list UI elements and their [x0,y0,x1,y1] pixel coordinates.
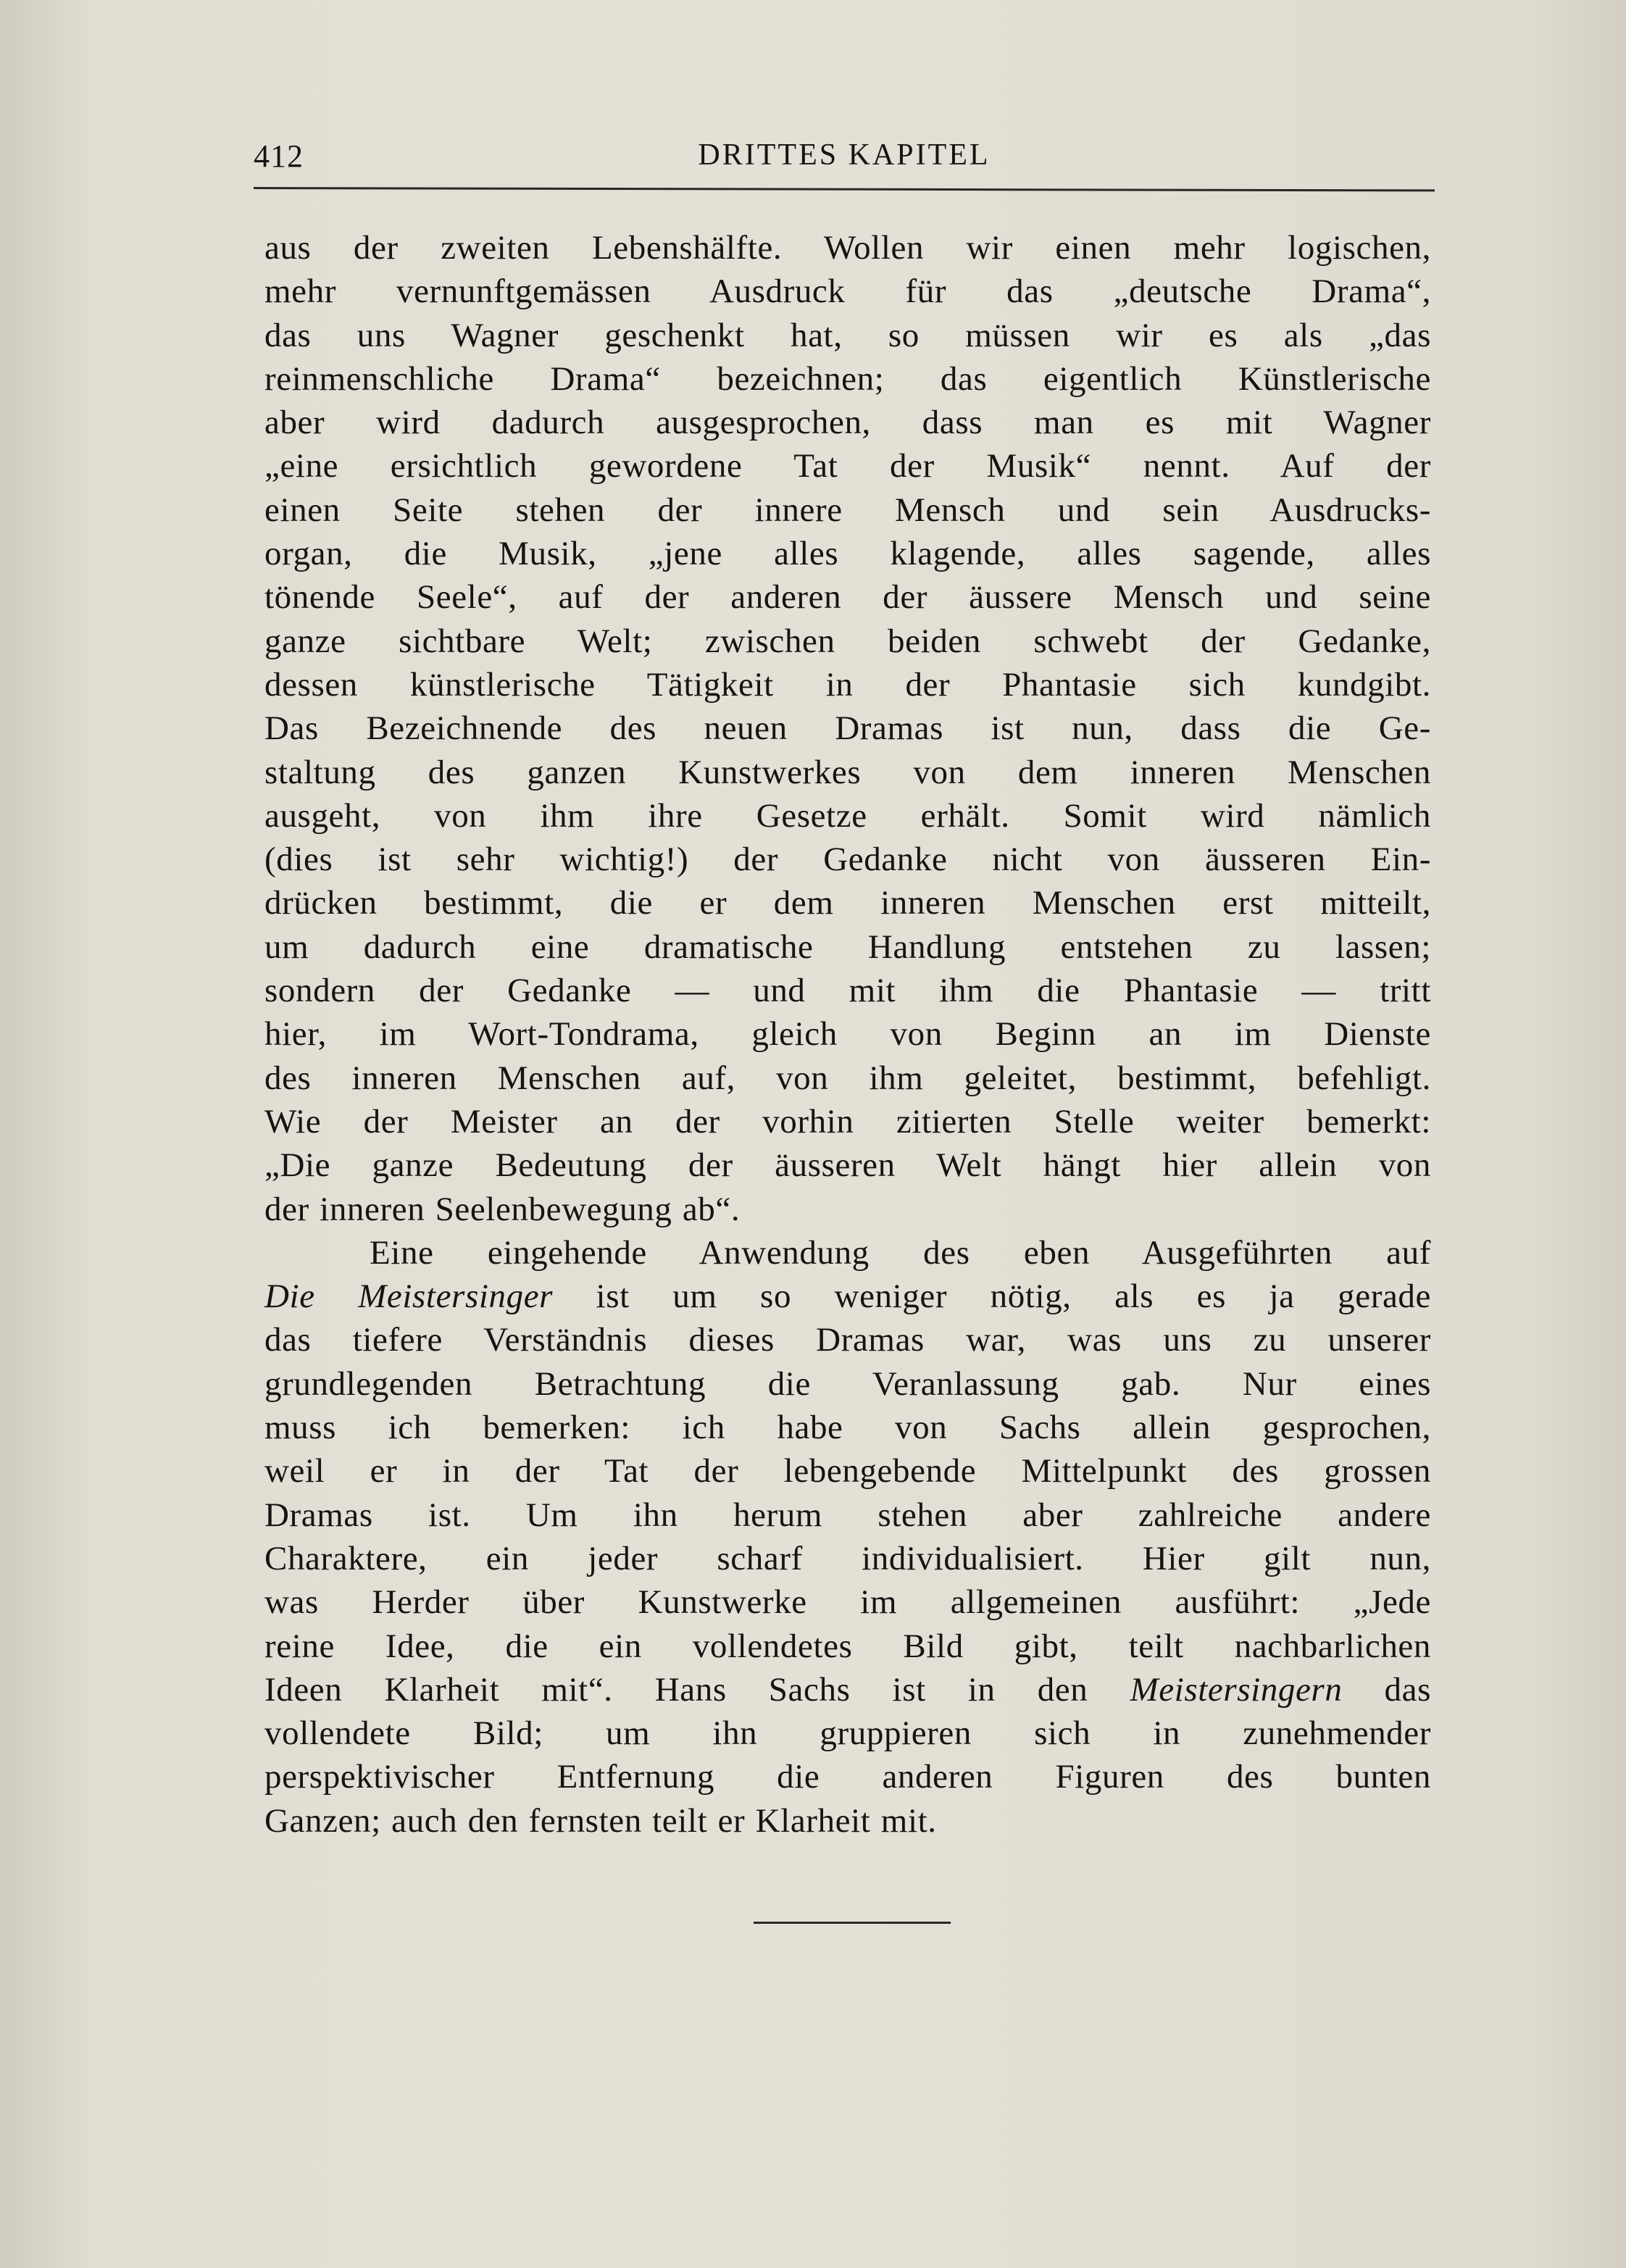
text-line: Charaktere, ein jeder scharf individualisiert. Hier gilt nun, [264,1539,1431,1577]
text-line: um dadurch eine dramatische Handlung entstehen zu lassen; [264,927,1431,966]
italic-title: Die Meistersinger [264,1277,554,1316]
text-fragment: ist um so weniger nötig, als es ja gerade [553,1277,1431,1316]
text-line: aber wird dadurch ausgesprochen, dass man es mit Wagner [264,404,1431,442]
text-line: was Herder über Kunstwerke im allgemeinen ausführt: „Jede [264,1583,1431,1622]
text-fragment: Ideen Klarheit mit“. Hans Sachs ist in den [264,1670,1130,1709]
text-line: das uns Wagner geschenkt hat, so müssen wir es als „das [264,316,1431,354]
italic-title: Meistersingern [1130,1670,1343,1709]
text-line: Wie der Meister an der vorhin zitierten Stelle weiter bemerkt: [264,1102,1431,1141]
text-line [264,1275,1431,1318]
text-line [264,1668,1431,1712]
end-rule [754,1922,951,1924]
running-head [254,138,1435,181]
text-line: staltung des ganzen Kunstwerkes von dem inneren Menschen [264,753,1431,791]
text-line: (dies ist sehr wichtig!) der Gedanke nicht von äusseren Ein- [264,841,1431,879]
header-rule [254,187,1435,191]
text-line: ganze sichtbare Welt; zwischen beiden schwebt der Gedanke, [264,622,1431,660]
text-line: der inneren Seelenbewegung ab“. [264,1190,741,1228]
text-line: „eine ersichtlich gewordene Tat der Musik“ nennt. Auf der [264,447,1431,485]
text-line: weil er in der Tat der lebengebende Mittelpunkt des grossen [264,1452,1431,1491]
text-line: Dramas ist. Um ihn herum stehen aber zahlreiche andere [264,1496,1431,1534]
text-line: des inneren Menschen auf, von ihm geleitet, bestimmt, befehligt. [264,1059,1431,1097]
text-line: aus der zweiten Lebenshälfte. Wollen wir einen mehr logischen, [264,229,1431,267]
paragraph-1 [264,226,1431,1231]
text-line: Ganzen; auch den fernsten teilt er Klarheit mit. [264,1801,937,1840]
text-line: organ, die Musik, „jene alles klagende, alles sagende, alles [264,535,1431,573]
text-line: mehr vernunftgemässen Ausdruck für das „deutsche Drama“, [264,272,1431,311]
text-line: sondern der Gedanke — und mit ihm die Phantasie — tritt [264,972,1431,1010]
text-line: das tiefere Verständnis dieses Dramas war, was uns zu unserer [264,1321,1431,1359]
text-line: grundlegenden Betrachtung die Veranlassung gab. Nur eines [264,1364,1431,1403]
text-line: „Die ganze Bedeutung der äusseren Welt hängt hier allein von [264,1146,1431,1185]
text-line: muss ich bemerken: ich habe von Sachs allein gesprochen, [264,1409,1431,1447]
text-line: hier, im Wort-Tondrama, gleich von Beginn an im Dienste [264,1015,1431,1054]
text-line: dessen künstlerische Tätigkeit in der Phantasie sich kundgibt. [264,665,1431,704]
body-text [264,226,1431,1843]
chapter-title: DRITTES KAPITEL [698,138,991,172]
text-line: vollendete Bild; um ihn gruppieren sich in zunehmender [264,1714,1431,1753]
text-line: reine Idee, die ein vollendetes Bild gibt, teilt nachbarlichen [264,1627,1431,1665]
text-line: drücken bestimmt, die er dem inneren Menschen erst mitteilt, [264,884,1431,922]
text-line: Das Bezeichnende des neuen Dramas ist nun, dass die Ge- [264,709,1431,748]
text-fragment: das [1342,1670,1431,1709]
text-line: Eine eingehende Anwendung des eben Ausgeführten auf [370,1233,1431,1272]
text-line: ausgeht, von ihm ihre Gesetze erhält. Somit wird nämlich [264,796,1431,835]
text-line: tönende Seele“, auf der anderen der äussere Mensch und seine [264,578,1431,617]
page-number: 412 [254,138,304,174]
text-line: reinmenschliche Drama“ bezeichnen; das eigentlich Künstlerische [264,359,1431,398]
text-line: perspektivischer Entfernung die anderen Figuren des bunten [264,1758,1431,1796]
paragraph-2 [264,1231,1431,1843]
text-line: einen Seite stehen der innere Mensch und sein Ausdrucks- [264,491,1431,529]
